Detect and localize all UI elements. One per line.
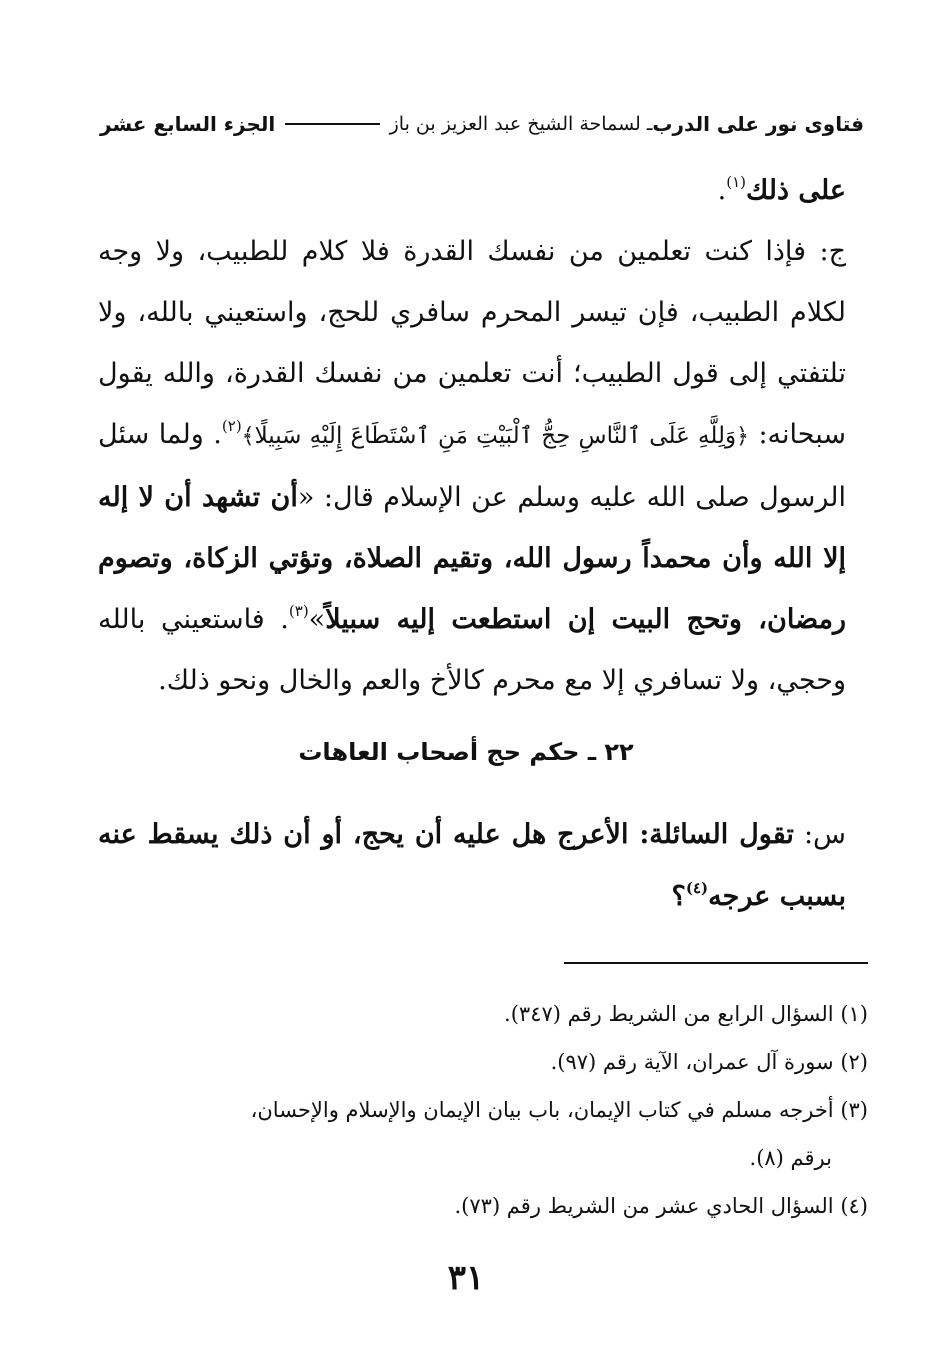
answer-paragraph [98,221,868,711]
footnote-ref-1: (١) [726,173,747,191]
closing-text: . فاستعيني بالله وحجي، ولا تسافري إلا مع محرم كالأخ والعم والخال ونحو ذلك. [98,604,846,696]
question-text: تقول السائلة: الأعرج هل عليه أن يحج، أو أن ذلك يسقط عنه بسبب عرجه [98,819,846,912]
continuation-text: على ذلك [746,175,846,206]
after-quran-text: . ولما سئل الرسول صلى الله عليه وسلم عن الإسلام قال: « [98,419,846,513]
footnotes [98,990,868,1230]
hadith-text: أن تشهد أن لا إله إلا الله وأن محمداً رسول الله، وتقيم الصلاة، وتؤتي الزكاة، وتصوم رمضان، وتحج البيت إن استطعت إليه سبيلاً [98,482,846,635]
footnote-3-continuation: برقم (٨). [749,1146,832,1170]
question-prefix: س: [793,819,847,850]
footnote-1: (١) السؤال الرابع من الشريط رقم (٣٤٧). [504,1002,868,1026]
volume-part: الجزء السابع عشر [100,112,276,136]
header-rule [285,123,379,125]
question-line [98,804,868,928]
author-name: ـ لسماحة الشيخ عبد العزيز بن باز [389,113,653,135]
answer-body [98,160,868,711]
footnote-2: (٢) سورة آل عمران، الآية رقم (٩٧). [550,1050,868,1074]
footnote-ref-4: (٤) [685,879,709,897]
running-header [100,104,864,144]
answer-intro: ج: فإذا كنت تعلمين من نفسك القدرة فلا كلام للطبيب، ولا وجه لكلام الطبيب، فإن تيسر المحرم سافري للحج، واستعيني بالله، ولا تلتفتي إلى قول الطبيب؛ أنت تعلمين من نفسك القدرة، والله يقول سبحانه: [98,236,846,450]
question-mark: ؟ [671,881,686,912]
question-paragraph [98,804,868,928]
hadith-close-quote: » [308,604,326,635]
continuation-end: . [717,175,727,206]
section-heading: ٢٢ ـ حكم حج أصحاب العاهات [298,738,634,766]
footnote-3: (٣) أخرجه مسلم في كتاب الإيمان، باب بيان الإيمان والإسلام والإحسان، [250,1098,868,1122]
footnote-ref-2: (٢) [221,417,242,435]
quran-verse: وَلِلَّهِ عَلَى ٱلنَّاسِ حِجُّ ٱلْبَيْتِ مَنِ ٱسْتَطَاعَ إِلَيْهِ سَبِيلًا [254,423,737,449]
continuation-line [98,160,868,221]
quran-open-bracket: ﴿ [736,424,749,449]
footnote-4: (٤) السؤال الحادي عشر من الشريط رقم (٧٣). [454,1194,868,1218]
book-title: فتاوى نور على الدرب [652,112,864,136]
quran-close-bracket: ﴾ [241,424,255,449]
page-number: ٣١ [447,1258,485,1298]
footnote-separator [564,962,868,964]
footnote-ref-3: (٣) [288,602,309,620]
